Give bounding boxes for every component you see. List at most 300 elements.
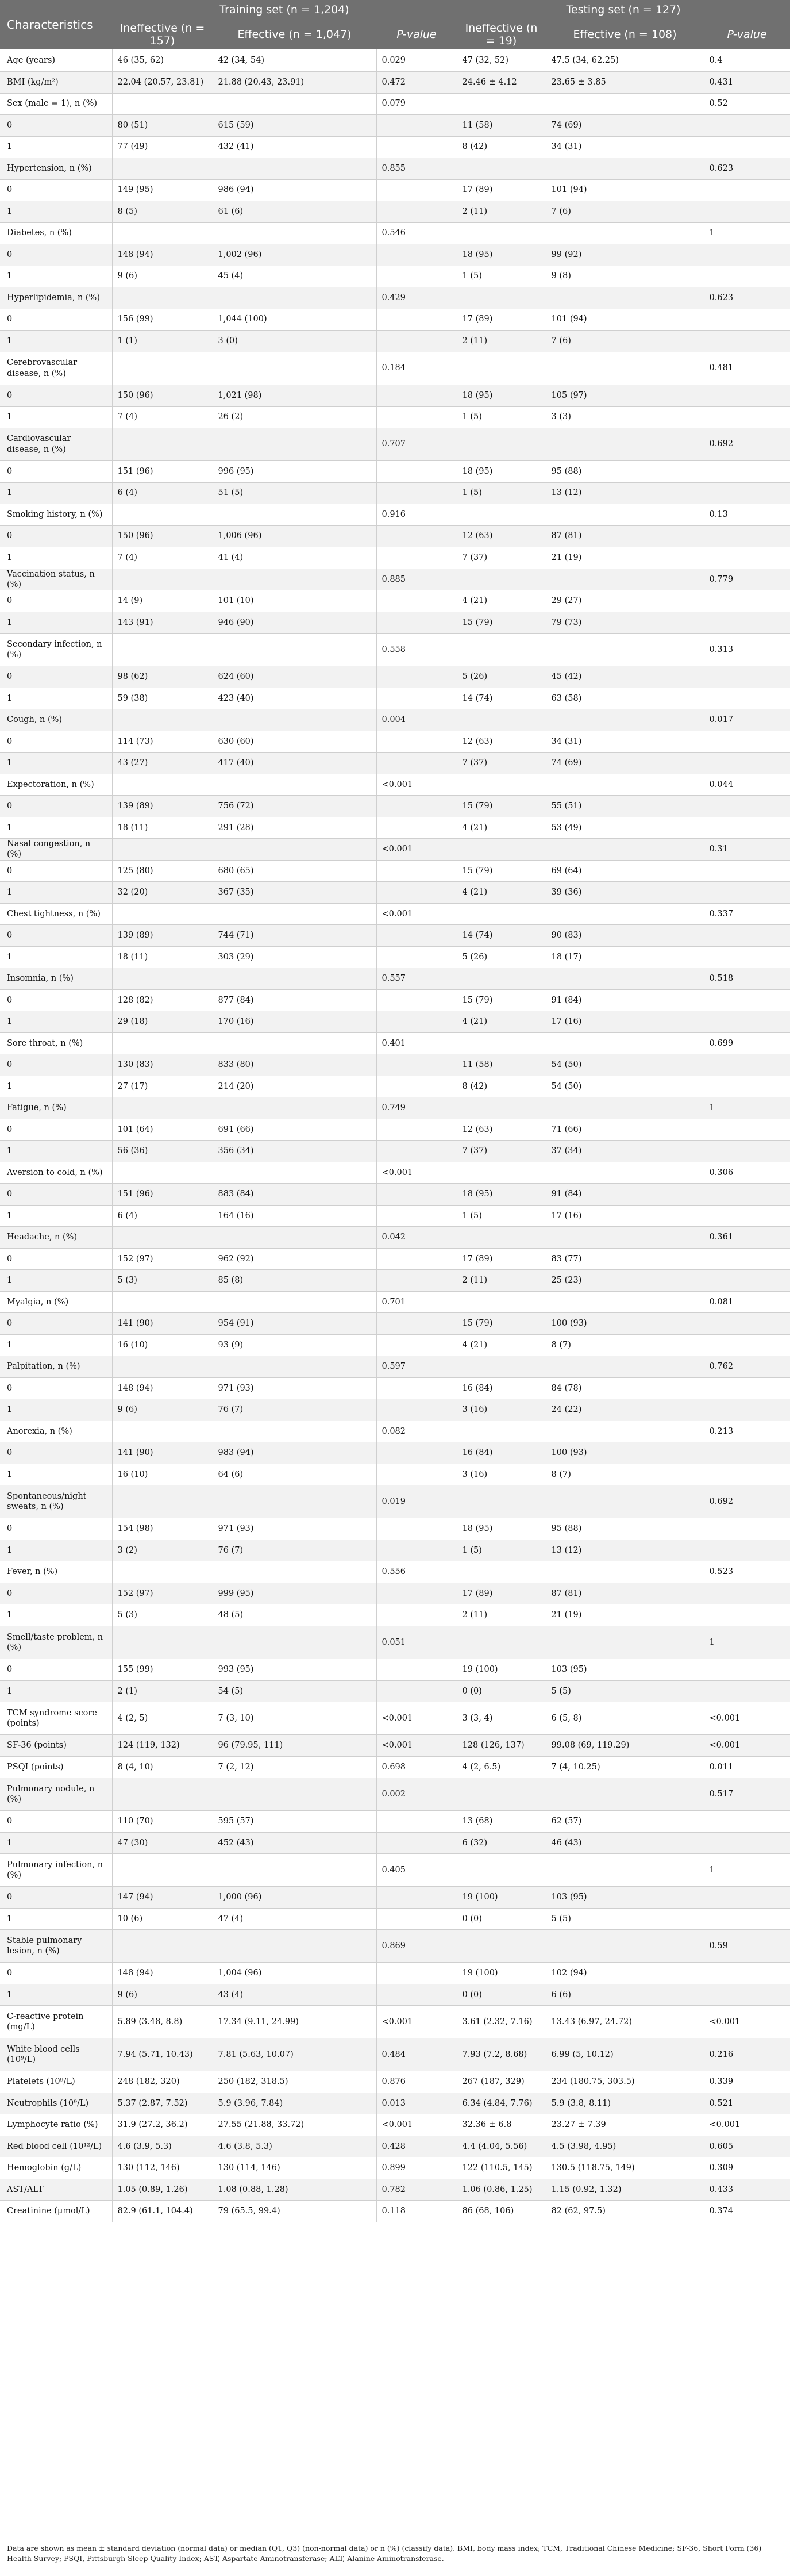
train-effective-cell: 96 (79.95, 111) [213, 1734, 376, 1756]
characteristic-cell: 0 [0, 525, 112, 547]
train-p-value-cell: 0.885 [376, 569, 457, 590]
table-row [0, 504, 790, 525]
test-p-value-cell [704, 1183, 790, 1205]
characteristic-cell: White blood cells (10⁹/L) [0, 2038, 112, 2071]
test-p-value-cell: 0.011 [704, 1756, 790, 1778]
test-p-value-cell: 0.779 [704, 569, 790, 590]
test-effective-cell [546, 1929, 704, 1962]
test-p-value-cell [704, 1205, 790, 1226]
characteristic-cell: 1 [0, 266, 112, 287]
test-ineffective-cell: 86 (68, 106) [457, 2200, 546, 2222]
characteristic-cell: 0 [0, 731, 112, 752]
train-p-value-cell [376, 989, 457, 1011]
characteristic-cell: Cerebrovascular disease, n (%) [0, 352, 112, 385]
table-row [0, 1734, 790, 1756]
test-effective-cell: 87 (81) [546, 525, 704, 547]
train-p-value-cell [376, 1269, 457, 1291]
test-ineffective-cell: 3 (16) [457, 1399, 546, 1421]
train-ineffective-cell: 114 (73) [112, 731, 213, 752]
characteristic-cell: Neutrophils (10⁹/L) [0, 2093, 112, 2114]
test-ineffective-cell: 2 (11) [457, 330, 546, 352]
test-p-value-cell: 0.623 [704, 287, 790, 309]
test-ineffective-cell: 1 (5) [457, 266, 546, 287]
train-p-value-cell [376, 924, 457, 946]
train-effective-cell: 54 (5) [213, 1680, 376, 1702]
test-p-value-cell [704, 731, 790, 752]
test-effective-cell [546, 1626, 704, 1659]
test-effective-cell: 100 (93) [546, 1312, 704, 1334]
train-effective-cell: 356 (34) [213, 1140, 376, 1162]
train-ineffective-cell: 5.89 (3.48, 8.8) [112, 2005, 213, 2038]
train-p-value-cell [376, 1399, 457, 1421]
characteristic-cell: 0 [0, 460, 112, 482]
test-effective-cell: 84 (78) [546, 1377, 704, 1399]
train-p-value-cell [376, 1183, 457, 1205]
test-p-value-cell: 0.361 [704, 1226, 790, 1248]
table-row [0, 2005, 790, 2038]
test-ineffective-cell [457, 569, 546, 590]
test-p-value-cell [704, 482, 790, 504]
table-row [0, 222, 790, 244]
table-row [0, 1604, 790, 1626]
characteristic-cell: 1 [0, 1011, 112, 1032]
table-row [0, 352, 790, 385]
train-p-value-cell [376, 860, 457, 881]
characteristic-cell: 0 [0, 666, 112, 688]
table-row [0, 1626, 790, 1659]
table-row [0, 1011, 790, 1032]
test-effective-cell [546, 1853, 704, 1886]
train-ineffective-cell: 56 (36) [112, 1140, 213, 1162]
train-effective-cell: 971 (93) [213, 1518, 376, 1540]
test-effective-cell: 83 (77) [546, 1248, 704, 1269]
train-p-value-cell [376, 482, 457, 504]
train-p-value-cell: <0.001 [376, 774, 457, 795]
table-row [0, 266, 790, 287]
test-ineffective-cell: 8 (42) [457, 1076, 546, 1097]
train-ineffective-cell: 31.9 (27.2, 36.2) [112, 2114, 213, 2136]
test-p-value-cell [704, 1076, 790, 1097]
characteristic-cell: 1 [0, 1399, 112, 1421]
train-effective-cell [213, 428, 376, 460]
train-effective-cell: 170 (16) [213, 1011, 376, 1032]
test-p-value-cell [704, 1464, 790, 1485]
test-effective-cell: 13.43 (6.97, 24.72) [546, 2005, 704, 2038]
train-effective-cell: 417 (40) [213, 752, 376, 774]
train-p-value-cell [376, 1248, 457, 1269]
table-row [0, 114, 790, 136]
table-row [0, 1908, 790, 1929]
table-row [0, 1054, 790, 1076]
table-row [0, 1377, 790, 1399]
test-p-value-cell [704, 817, 790, 838]
test-effective-cell [546, 1778, 704, 1810]
train-effective-cell [213, 1853, 376, 1886]
test-ineffective-cell: 14 (74) [457, 924, 546, 946]
train-p-value-cell: 0.484 [376, 2038, 457, 2071]
test-effective-cell: 74 (69) [546, 752, 704, 774]
test-effective-cell: 25 (23) [546, 1269, 704, 1291]
train-p-value-cell: 0.405 [376, 1853, 457, 1886]
test-effective-cell: 5 (5) [546, 1908, 704, 1929]
table-row [0, 1291, 790, 1312]
train-ineffective-cell: 125 (80) [112, 860, 213, 881]
table-row [0, 1832, 790, 1853]
test-effective-cell [546, 968, 704, 989]
characteristic-cell: 1 [0, 406, 112, 428]
train-effective-cell [213, 709, 376, 731]
train-p-value-cell [376, 1312, 457, 1334]
train-p-value-cell [376, 201, 457, 222]
test-effective-cell [546, 93, 704, 114]
train-effective-cell: 5.9 (3.96, 7.84) [213, 2093, 376, 2114]
table-row [0, 1984, 790, 2005]
test-ineffective-cell [457, 428, 546, 460]
test-p-value-cell: 0.699 [704, 1032, 790, 1054]
test-p-value-cell [704, 385, 790, 406]
table-row [0, 989, 790, 1011]
test-p-value-cell: 0.337 [704, 903, 790, 924]
train-effective-cell: 986 (94) [213, 179, 376, 201]
test-effective-cell: 95 (88) [546, 1518, 704, 1540]
test-effective-cell: 6 (5, 8) [546, 1702, 704, 1734]
test-p-value-cell: <0.001 [704, 1734, 790, 1756]
table-row [0, 1076, 790, 1097]
train-effective-cell: 962 (92) [213, 1248, 376, 1269]
test-effective-cell [546, 1032, 704, 1054]
train-ineffective-cell: 7 (4) [112, 406, 213, 428]
train-effective-cell: 1,002 (96) [213, 244, 376, 266]
train-p-value-cell [376, 330, 457, 352]
test-p-value-cell [704, 309, 790, 330]
test-effective-cell: 29 (27) [546, 590, 704, 612]
test-ineffective-cell: 12 (63) [457, 731, 546, 752]
test-p-value-cell: 0.433 [704, 2179, 790, 2200]
train-effective-cell [213, 1929, 376, 1962]
train-ineffective-cell: 4 (2, 5) [112, 1702, 213, 1734]
header-characteristics: Characteristics [0, 0, 112, 49]
train-p-value-cell [376, 731, 457, 752]
characteristic-cell: Headache, n (%) [0, 1226, 112, 1248]
test-p-value-cell [704, 406, 790, 428]
table-row [0, 1464, 790, 1485]
test-effective-cell [546, 428, 704, 460]
table-row [0, 1659, 790, 1680]
test-p-value-cell: 0.481 [704, 352, 790, 385]
test-effective-cell: 8 (7) [546, 1464, 704, 1485]
test-p-value-cell [704, 330, 790, 352]
table-row [0, 1140, 790, 1162]
test-p-value-cell: 0.044 [704, 774, 790, 795]
train-p-value-cell [376, 1076, 457, 1097]
table-row [0, 1680, 790, 1702]
test-ineffective-cell: 4 (21) [457, 881, 546, 903]
train-effective-cell: 61 (6) [213, 201, 376, 222]
test-effective-cell [546, 1356, 704, 1377]
train-p-value-cell: 0.019 [376, 1485, 457, 1518]
train-ineffective-cell: 7.94 (5.71, 10.43) [112, 2038, 213, 2071]
test-ineffective-cell [457, 1421, 546, 1442]
test-p-value-cell [704, 666, 790, 688]
train-effective-cell: 164 (16) [213, 1205, 376, 1226]
train-effective-cell: 996 (95) [213, 460, 376, 482]
test-p-value-cell [704, 989, 790, 1011]
train-p-value-cell [376, 1540, 457, 1561]
train-p-value-cell: 0.749 [376, 1097, 457, 1119]
test-ineffective-cell: 16 (84) [457, 1377, 546, 1399]
test-ineffective-cell [457, 774, 546, 795]
train-effective-cell: 45 (4) [213, 266, 376, 287]
test-p-value-cell [704, 1312, 790, 1334]
train-effective-cell: 43 (4) [213, 1984, 376, 2005]
test-ineffective-cell: 16 (84) [457, 1442, 546, 1464]
test-p-value-cell: 0.309 [704, 2157, 790, 2179]
test-p-value-cell [704, 1908, 790, 1929]
train-p-value-cell: 0.899 [376, 2157, 457, 2179]
characteristic-cell: 1 [0, 1269, 112, 1291]
train-p-value-cell [376, 881, 457, 903]
train-effective-cell: 423 (40) [213, 688, 376, 709]
train-effective-cell: 291 (28) [213, 817, 376, 838]
table-row [0, 93, 790, 114]
characteristic-cell: Nasal congestion, n (%) [0, 838, 112, 860]
table-row [0, 1356, 790, 1377]
characteristic-cell: Cardiovascular disease, n (%) [0, 428, 112, 460]
characteristic-cell: Pulmonary nodule, n (%) [0, 1778, 112, 1810]
table-row [0, 903, 790, 924]
train-ineffective-cell: 148 (94) [112, 244, 213, 266]
test-effective-cell: 6.99 (5, 10.12) [546, 2038, 704, 2071]
test-p-value-cell [704, 136, 790, 158]
characteristic-cell: 0 [0, 309, 112, 330]
train-ineffective-cell: 18 (11) [112, 946, 213, 968]
test-ineffective-cell: 4 (21) [457, 1334, 546, 1356]
train-effective-cell: 624 (60) [213, 666, 376, 688]
train-ineffective-cell: 29 (18) [112, 1011, 213, 1032]
table-row [0, 1929, 790, 1962]
train-p-value-cell: 0.051 [376, 1626, 457, 1659]
table-row [0, 2071, 790, 2093]
table-row [0, 731, 790, 752]
characteristic-cell: 0 [0, 1659, 112, 1680]
test-effective-cell: 101 (94) [546, 309, 704, 330]
train-effective-cell [213, 93, 376, 114]
table-row [0, 158, 790, 179]
test-p-value-cell [704, 1680, 790, 1702]
train-p-value-cell [376, 946, 457, 968]
train-ineffective-cell: 150 (96) [112, 385, 213, 406]
test-effective-cell: 105 (97) [546, 385, 704, 406]
test-p-value-cell [704, 590, 790, 612]
train-effective-cell: 946 (90) [213, 612, 376, 633]
train-effective-cell: 51 (5) [213, 482, 376, 504]
train-ineffective-cell: 1.05 (0.89, 1.26) [112, 2179, 213, 2200]
test-effective-cell: 54 (50) [546, 1054, 704, 1076]
test-effective-cell: 47.5 (34, 62.25) [546, 49, 704, 71]
test-ineffective-cell [457, 93, 546, 114]
train-p-value-cell [376, 1659, 457, 1680]
table-row [0, 1248, 790, 1269]
train-ineffective-cell: 5.37 (2.87, 7.52) [112, 2093, 213, 2114]
train-p-value-cell: 0.876 [376, 2071, 457, 2093]
table-row [0, 1334, 790, 1356]
characteristic-cell: Vaccination status, n (%) [0, 569, 112, 590]
train-p-value-cell: <0.001 [376, 903, 457, 924]
test-ineffective-cell: 18 (95) [457, 244, 546, 266]
train-p-value-cell: 0.042 [376, 1226, 457, 1248]
table-row [0, 1399, 790, 1421]
test-ineffective-cell: 4 (2, 6.5) [457, 1756, 546, 1778]
train-ineffective-cell [112, 1778, 213, 1810]
test-effective-cell: 34 (31) [546, 136, 704, 158]
table-row [0, 525, 790, 547]
train-ineffective-cell: 4.6 (3.9, 5.3) [112, 2136, 213, 2157]
test-p-value-cell [704, 1518, 790, 1540]
train-ineffective-cell [112, 222, 213, 244]
test-p-value-cell [704, 179, 790, 201]
train-effective-cell [213, 352, 376, 385]
test-effective-cell: 1.15 (0.92, 1.32) [546, 2179, 704, 2200]
table-row [0, 71, 790, 93]
train-ineffective-cell: 8 (4, 10) [112, 1756, 213, 1778]
table-row [0, 1442, 790, 1464]
test-p-value-cell: <0.001 [704, 1702, 790, 1734]
train-effective-cell: 47 (4) [213, 1908, 376, 1929]
test-p-value-cell [704, 114, 790, 136]
test-ineffective-cell: 4 (21) [457, 590, 546, 612]
train-p-value-cell: 0.013 [376, 2093, 457, 2114]
table-row [0, 1853, 790, 1886]
train-ineffective-cell: 248 (182, 320) [112, 2071, 213, 2093]
train-effective-cell: 883 (84) [213, 1183, 376, 1205]
test-effective-cell [546, 504, 704, 525]
train-p-value-cell: 0.472 [376, 71, 457, 93]
test-ineffective-cell: 2 (11) [457, 1269, 546, 1291]
test-p-value-cell: 0.623 [704, 158, 790, 179]
train-ineffective-cell [112, 352, 213, 385]
train-effective-cell: 630 (60) [213, 731, 376, 752]
train-effective-cell [213, 1226, 376, 1248]
characteristic-cell: 0 [0, 1810, 112, 1832]
train-effective-cell: 1,044 (100) [213, 309, 376, 330]
train-ineffective-cell: 141 (90) [112, 1312, 213, 1334]
test-p-value-cell: 0.13 [704, 504, 790, 525]
train-ineffective-cell: 82.9 (61.1, 104.4) [112, 2200, 213, 2222]
test-p-value-cell [704, 1442, 790, 1464]
test-p-value-cell [704, 460, 790, 482]
table-row [0, 201, 790, 222]
table-row [0, 1183, 790, 1205]
train-p-value-cell [376, 406, 457, 428]
test-ineffective-cell: 4 (21) [457, 817, 546, 838]
train-ineffective-cell: 139 (89) [112, 795, 213, 817]
train-p-value-cell [376, 817, 457, 838]
train-ineffective-cell: 149 (95) [112, 179, 213, 201]
train-ineffective-cell [112, 428, 213, 460]
train-p-value-cell: 0.698 [376, 1756, 457, 1778]
train-effective-cell [213, 569, 376, 590]
train-effective-cell: 1,021 (98) [213, 385, 376, 406]
test-p-value-cell: 0.306 [704, 1162, 790, 1183]
test-p-value-cell [704, 688, 790, 709]
test-ineffective-cell: 7 (37) [457, 1140, 546, 1162]
train-ineffective-cell [112, 968, 213, 989]
train-ineffective-cell: 77 (49) [112, 136, 213, 158]
table-row [0, 1421, 790, 1442]
test-p-value-cell [704, 266, 790, 287]
train-effective-cell [213, 1032, 376, 1054]
test-p-value-cell [704, 1659, 790, 1680]
train-ineffective-cell [112, 838, 213, 860]
train-ineffective-cell [112, 1485, 213, 1518]
train-effective-cell [213, 504, 376, 525]
train-effective-cell: 41 (4) [213, 547, 376, 569]
header-test-p-value: P-value [704, 21, 790, 49]
train-effective-cell: 971 (93) [213, 1377, 376, 1399]
test-effective-cell: 63 (58) [546, 688, 704, 709]
characteristic-cell: 0 [0, 1119, 112, 1140]
test-p-value-cell [704, 1399, 790, 1421]
train-p-value-cell [376, 666, 457, 688]
test-effective-cell: 21 (19) [546, 1604, 704, 1626]
train-p-value-cell: <0.001 [376, 838, 457, 860]
test-p-value-cell [704, 924, 790, 946]
test-p-value-cell [704, 1334, 790, 1356]
characteristic-cell: 1 [0, 1604, 112, 1626]
characteristic-cell: SF-36 (points) [0, 1734, 112, 1756]
train-ineffective-cell [112, 1626, 213, 1659]
test-ineffective-cell: 15 (79) [457, 1312, 546, 1334]
characteristic-cell: 1 [0, 881, 112, 903]
characteristic-cell: Chest tightness, n (%) [0, 903, 112, 924]
test-ineffective-cell: 7.93 (7.2, 8.68) [457, 2038, 546, 2071]
train-ineffective-cell: 8 (5) [112, 201, 213, 222]
characteristic-cell: BMI (kg/m²) [0, 71, 112, 93]
characteristic-cell: 0 [0, 1248, 112, 1269]
table-row [0, 1810, 790, 1832]
table-row [0, 946, 790, 968]
train-effective-cell: 26 (2) [213, 406, 376, 428]
test-ineffective-cell [457, 1226, 546, 1248]
train-p-value-cell [376, 1119, 457, 1140]
characteristic-cell: Lymphocyte ratio (%) [0, 2114, 112, 2136]
characteristic-cell: Pulmonary infection, n (%) [0, 1853, 112, 1886]
train-ineffective-cell: 150 (96) [112, 525, 213, 547]
train-ineffective-cell: 6 (4) [112, 1205, 213, 1226]
train-effective-cell [213, 633, 376, 666]
train-p-value-cell [376, 795, 457, 817]
train-ineffective-cell: 47 (30) [112, 1832, 213, 1853]
test-ineffective-cell: 6 (32) [457, 1832, 546, 1853]
test-ineffective-cell [457, 1626, 546, 1659]
train-effective-cell [213, 158, 376, 179]
table-row [0, 1226, 790, 1248]
characteristic-cell: 0 [0, 1442, 112, 1464]
test-p-value-cell: 0.4 [704, 49, 790, 71]
characteristic-cell: 0 [0, 1377, 112, 1399]
test-effective-cell: 71 (66) [546, 1119, 704, 1140]
test-p-value-cell [704, 1810, 790, 1832]
test-effective-cell: 13 (12) [546, 482, 704, 504]
train-p-value-cell [376, 547, 457, 569]
test-effective-cell: 18 (17) [546, 946, 704, 968]
characteristic-cell: 1 [0, 1076, 112, 1097]
test-p-value-cell [704, 946, 790, 968]
test-p-value-cell [704, 795, 790, 817]
train-effective-cell: 101 (10) [213, 590, 376, 612]
train-ineffective-cell [112, 903, 213, 924]
test-p-value-cell: 1 [704, 1097, 790, 1119]
